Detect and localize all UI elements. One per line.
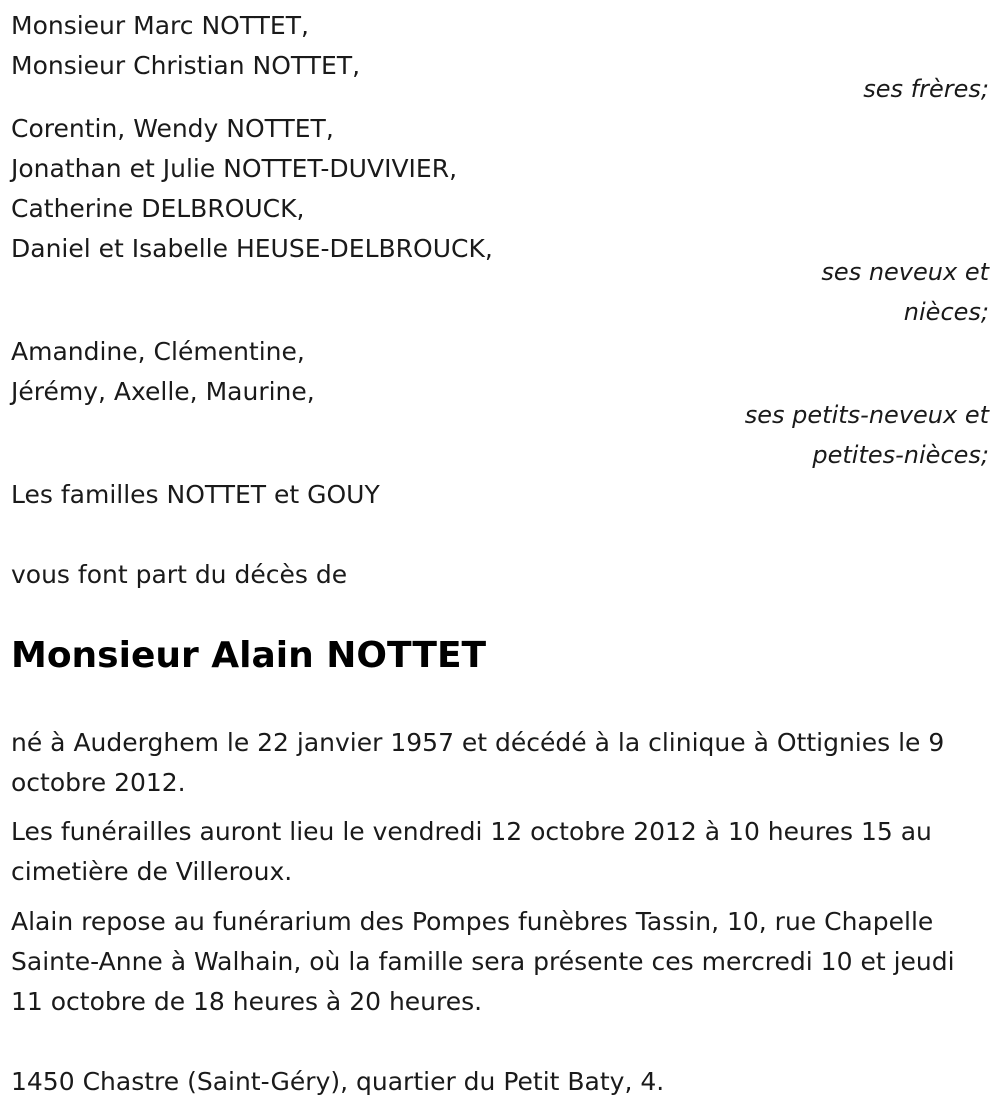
nephews-role-line2: nièces; bbox=[903, 298, 989, 326]
grand-nephews-role-line1: ses petits-neveux et bbox=[744, 401, 989, 429]
nephew-2: Jonathan et Julie NOTTET-DUVIVIER, bbox=[11, 154, 458, 183]
announcement-line: vous font part du décès de bbox=[11, 560, 348, 589]
families-line: Les familles NOTTET et GOUY bbox=[11, 480, 380, 509]
nephews-role-line1: ses neveux et bbox=[821, 258, 989, 286]
grand-nephew-2: Jérémy, Axelle, Maurine, bbox=[11, 377, 315, 406]
grand-nephew-1: Amandine, Clémentine, bbox=[11, 337, 305, 366]
brothers-role: ses frères; bbox=[863, 75, 989, 103]
brother-1: Monsieur Marc NOTTET, bbox=[11, 11, 309, 40]
address-line: 1450 Chastre (Saint-Géry), quartier du Petit Baty, 4. bbox=[11, 1067, 665, 1096]
grand-nephews-role-line2: petites-nièces; bbox=[812, 441, 989, 469]
nephew-4: Daniel et Isabelle HEUSE-DELBROUCK, bbox=[11, 234, 493, 263]
nephew-1: Corentin, Wendy NOTTET, bbox=[11, 114, 334, 143]
deceased-name: Monsieur Alain NOTTET bbox=[11, 635, 487, 676]
brother-2: Monsieur Christian NOTTET, bbox=[11, 51, 361, 80]
nephew-3: Catherine DELBROUCK, bbox=[11, 194, 305, 223]
visitation-paragraph: Alain repose au funérarium des Pompes funèbres Tassin, 10, rue Chapelle Sainte-Anne à Walhain, où la famille sera présente ces mercredi 10 et jeudi 11 octobre de 18 heures à 20 heures. bbox=[11, 907, 955, 1016]
birth-death-paragraph: né à Auderghem le 22 janvier 1957 et décédé à la clinique à Ottignies le 9 octobre 2012. bbox=[11, 728, 945, 797]
funeral-paragraph: Les funérailles auront lieu le vendredi 12 octobre 2012 à 10 heures 15 au cimetière de Villeroux. bbox=[11, 817, 932, 886]
